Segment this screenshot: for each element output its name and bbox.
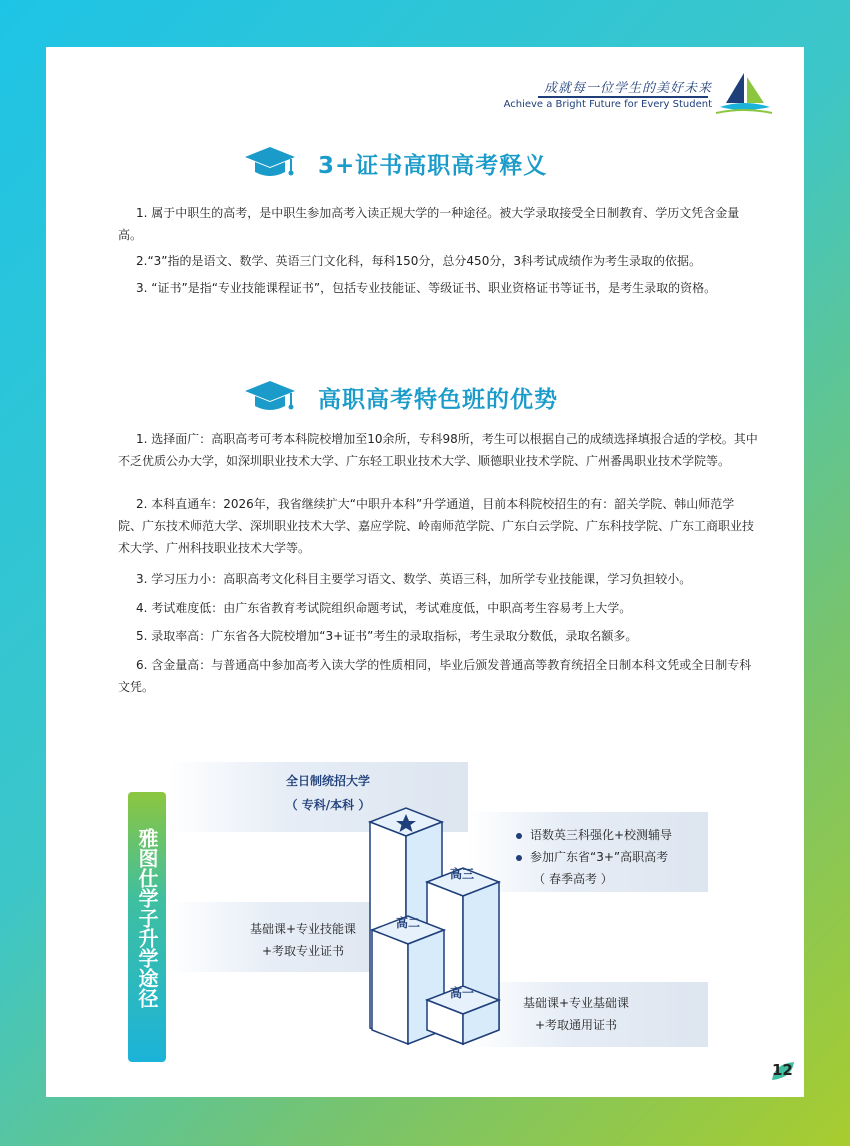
brand-header: [503, 69, 774, 129]
section1-title: 3+证书高职高考释义: [318, 152, 548, 179]
section1-heading: [244, 145, 547, 181]
section2-paragraph-1: 1. 选择面广：高职高考可考本科院校增加至10余所，专科98所，考生可以根据自己的成绩选择填报合适的学校。其中不乏优质公办大学，如深圳职业技术大学、广东轻工职业技术大学、顺德职业技术学院、广州番禺职业技术学院等。: [118, 432, 758, 468]
grade1-line-1: 基础课+专业基础课: [522, 996, 630, 1010]
section1-paragraph-1: 1. 属于中职生的高考，是中职生参加高考入读正规大学的一种途径。被大学录取接受全日制教育、学历文凭含金量高。: [118, 206, 740, 242]
graduation-cap-icon: [244, 145, 296, 181]
sailboat-logo-icon: [714, 69, 774, 119]
section2-paragraph-3: 3. 学习压力小：高职高考文化科目主要学习语文、数学、英语三科，加所学专业技能课，学习负担较小。: [136, 572, 692, 586]
brand-slogan-cn: 成就每一位学生的美好未来: [543, 81, 712, 96]
brand-divider: [538, 96, 708, 98]
grade3-note: （ 春季高考 ）: [533, 872, 613, 886]
section2-paragraph-2: 2. 本科直通车：2026年，我省继续扩大“中职升本科”升学通道，目前本科院校招生的有：韶关学院、韩山师范学院、广东技术师范大学、深圳职业技术大学、嘉应学院、岭南师范学院、广东白云学院、广东科技学院、广东工商职业技术大学、广州科技职业技术大学等。: [118, 497, 755, 555]
section2-heading: [244, 379, 558, 415]
grade3-item-1: 语数英三科强化+校测辅导: [516, 824, 672, 846]
grade1-label: 高一: [450, 986, 475, 1000]
diagram-sidebar: [128, 792, 166, 1062]
page-number: 12: [772, 1061, 793, 1079]
top-title: 全日制统招大学: [285, 774, 370, 788]
bullet-dot-icon: [516, 833, 522, 839]
section2-title: 高职高考特色班的优势: [318, 386, 558, 413]
grade2-line-2: +考取专业证书: [261, 944, 345, 958]
section2-paragraph-6: 6. 含金量高：与普通高中参加高考入读大学的性质相同，毕业后颁发普通高等教育统招全日制本科文凭或全日制专科文凭。: [118, 658, 752, 694]
brand-slogan-en: Achieve a Bright Future for Every Student: [503, 99, 712, 110]
diagram-sidebar-title: 雅图仕学子升学途径: [135, 828, 159, 1008]
graduation-cap-icon: [244, 379, 296, 415]
page-sheet: [46, 47, 804, 1097]
grade2-label: 高二: [396, 916, 421, 930]
section2-paragraph-5: 5. 录取率高：广东省各大院校增加“3+证书”考生的录取指标，考生录取分数低，录取名额多。: [136, 629, 638, 643]
grade3-item-2: 参加广东省“3+”高职高考: [516, 846, 668, 868]
grade3-label: 高三: [450, 867, 475, 881]
pathway-diagram: [128, 752, 748, 1052]
section2-paragraph-4: 4. 考试难度低：由广东省教育考试院组织命题考试，考试难度低，中职高考生容易考上大学。: [136, 601, 632, 615]
page-number-badge: [770, 1060, 800, 1084]
grade1-line-2: +考取通用证书: [534, 1018, 618, 1032]
bullet-dot-icon: [516, 855, 522, 861]
grade2-line-1: 基础课+专业技能课: [249, 922, 357, 936]
section1-paragraph-3: 3. “证书”是指“专业技能课程证书”，包括专业技能证、等级证书、职业资格证书等证书，是考生录取的资格。: [136, 281, 717, 295]
section1-paragraph-2: 2.“3”指的是语文、数学、英语三门文化科，每科150分，总分450分，3科考试成绩作为考生录取的依据。: [136, 254, 701, 268]
top-subtitle: （ 专科/本科 ）: [285, 798, 371, 812]
